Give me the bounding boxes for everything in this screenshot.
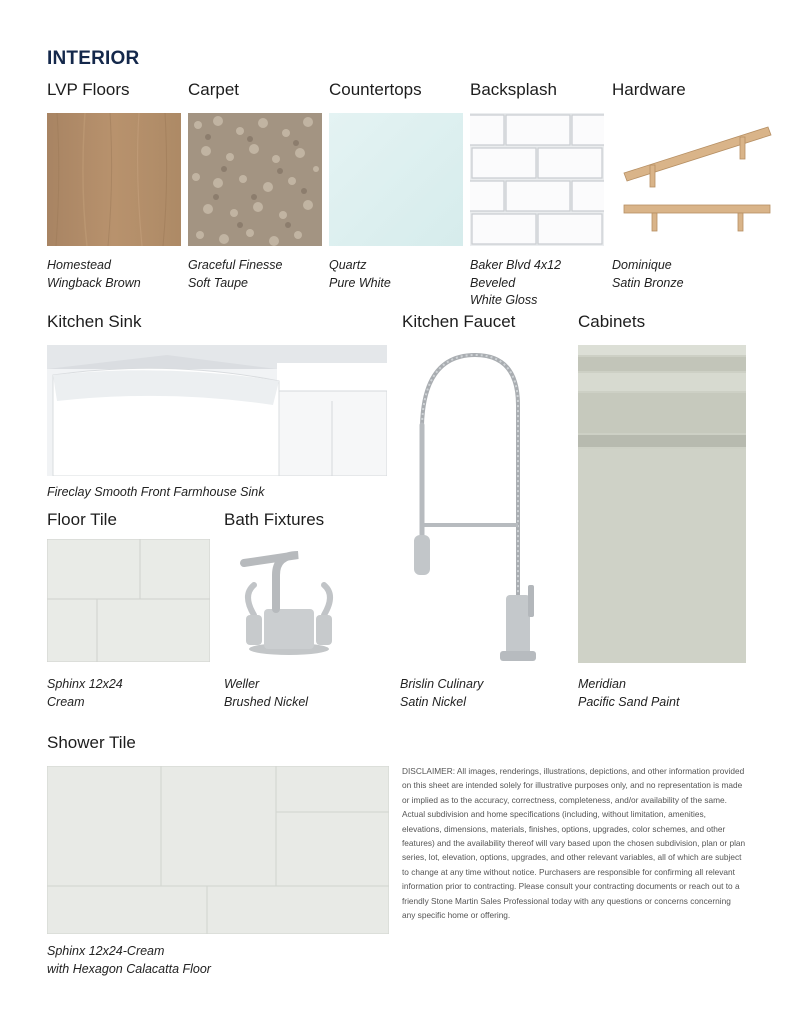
lvp-floor-swatch — [47, 113, 181, 246]
caption-line: Sphinx 12x24 — [47, 677, 123, 691]
category-title-carpet: Carpet — [188, 80, 240, 99]
bath-faucet-image — [224, 545, 354, 657]
bath-fixtures-caption — [224, 676, 308, 711]
caption-line: Fireclay Smooth Front Farmhouse Sink — [47, 485, 265, 499]
category-title-cabinets: Cabinets — [578, 312, 646, 331]
caption-line: Weller — [224, 677, 260, 691]
kitchen-faucet-image — [400, 345, 550, 665]
backsplash-swatch — [470, 113, 604, 246]
countertop-caption — [329, 257, 391, 292]
caption-line: White Gloss — [470, 293, 538, 307]
caption-line: Wingback Brown — [47, 275, 141, 290]
hardware-pull-image — [612, 113, 776, 246]
kitchen-sink-image — [47, 345, 387, 476]
carpet-swatch — [188, 113, 322, 246]
caption-line: Graceful Finesse — [188, 258, 283, 272]
kitchen-sink-caption — [47, 484, 264, 502]
caption-line: Sphinx 12x24-Cream — [47, 944, 165, 958]
lvp-floor-caption — [47, 257, 141, 292]
shower-tile-caption — [47, 943, 211, 978]
caption-line: Brislin Culinary — [400, 677, 484, 691]
category-title-hardware: Hardware — [612, 80, 686, 99]
shower-tile-swatch — [47, 766, 389, 934]
caption-line: Pure White — [329, 275, 391, 290]
category-title-countertops: Countertops — [329, 80, 422, 99]
category-title-shower-tile: Shower Tile — [47, 733, 136, 752]
kitchen-faucet-caption — [400, 676, 483, 711]
caption-line: Satin Bronze — [612, 275, 684, 290]
floor-tile-caption — [47, 676, 123, 711]
caption-line: Pacific Sand Paint — [578, 694, 680, 709]
caption-line: Brushed Nickel — [224, 694, 309, 709]
caption-line: Soft Taupe — [188, 275, 249, 290]
category-title-lvp-floors: LVP Floors — [47, 80, 130, 99]
caption-line: Homestead — [47, 258, 111, 272]
floor-tile-swatch — [47, 539, 210, 662]
caption-line: Beveled — [470, 275, 516, 290]
cabinet-caption — [578, 676, 679, 711]
backsplash-caption — [470, 257, 561, 310]
category-title-backsplash: Backsplash — [470, 80, 557, 99]
cabinet-swatch — [578, 345, 746, 663]
countertop-swatch — [329, 113, 463, 246]
caption-line: Cream — [47, 694, 85, 709]
page-title: INTERIOR — [47, 48, 140, 69]
caption-line: Dominique — [612, 258, 672, 272]
caption-line: Satin Nickel — [400, 694, 466, 709]
category-title-kitchen-faucet: Kitchen Faucet — [402, 312, 516, 331]
hardware-caption — [612, 257, 684, 292]
disclaimer-text: DISCLAIMER: All images, renderings, illustrations, depictions, and other information provided on this sheet are intended solely for illustrative purposes only, and no representation is made or implied as to the accuracy, correctness, completeness, and/or availability of the same. Actual subdivision and home specifications (including, without limitation, amenities, elevations, dimensions, materials, finishes, options, upgrades, color schemes, and other features) and the availability thereof will vary based upon the chosen subdivision, plan or plan series, lot, elevation, options, upgrades, and other relevant variables, all of which are subject to change at any time without notice. Purchasers are responsible for confirming all relevant information prior to contracting. Please consult your contracting documents or reach out to a friendly Stone Martin Sales Professional today with any questions or concerns concerning any specific home or offering. — [402, 766, 746, 921]
category-title-bath-fixtures: Bath Fixtures — [224, 510, 325, 529]
caption-line: with Hexagon Calacatta Floor — [47, 961, 211, 976]
category-title-floor-tile: Floor Tile — [47, 510, 117, 529]
category-title-kitchen-sink: Kitchen Sink — [47, 312, 142, 331]
caption-line: Meridian — [578, 677, 626, 691]
caption-line: Baker Blvd 4x12 — [470, 258, 562, 272]
caption-line: Quartz — [329, 258, 367, 272]
carpet-caption — [188, 257, 282, 292]
